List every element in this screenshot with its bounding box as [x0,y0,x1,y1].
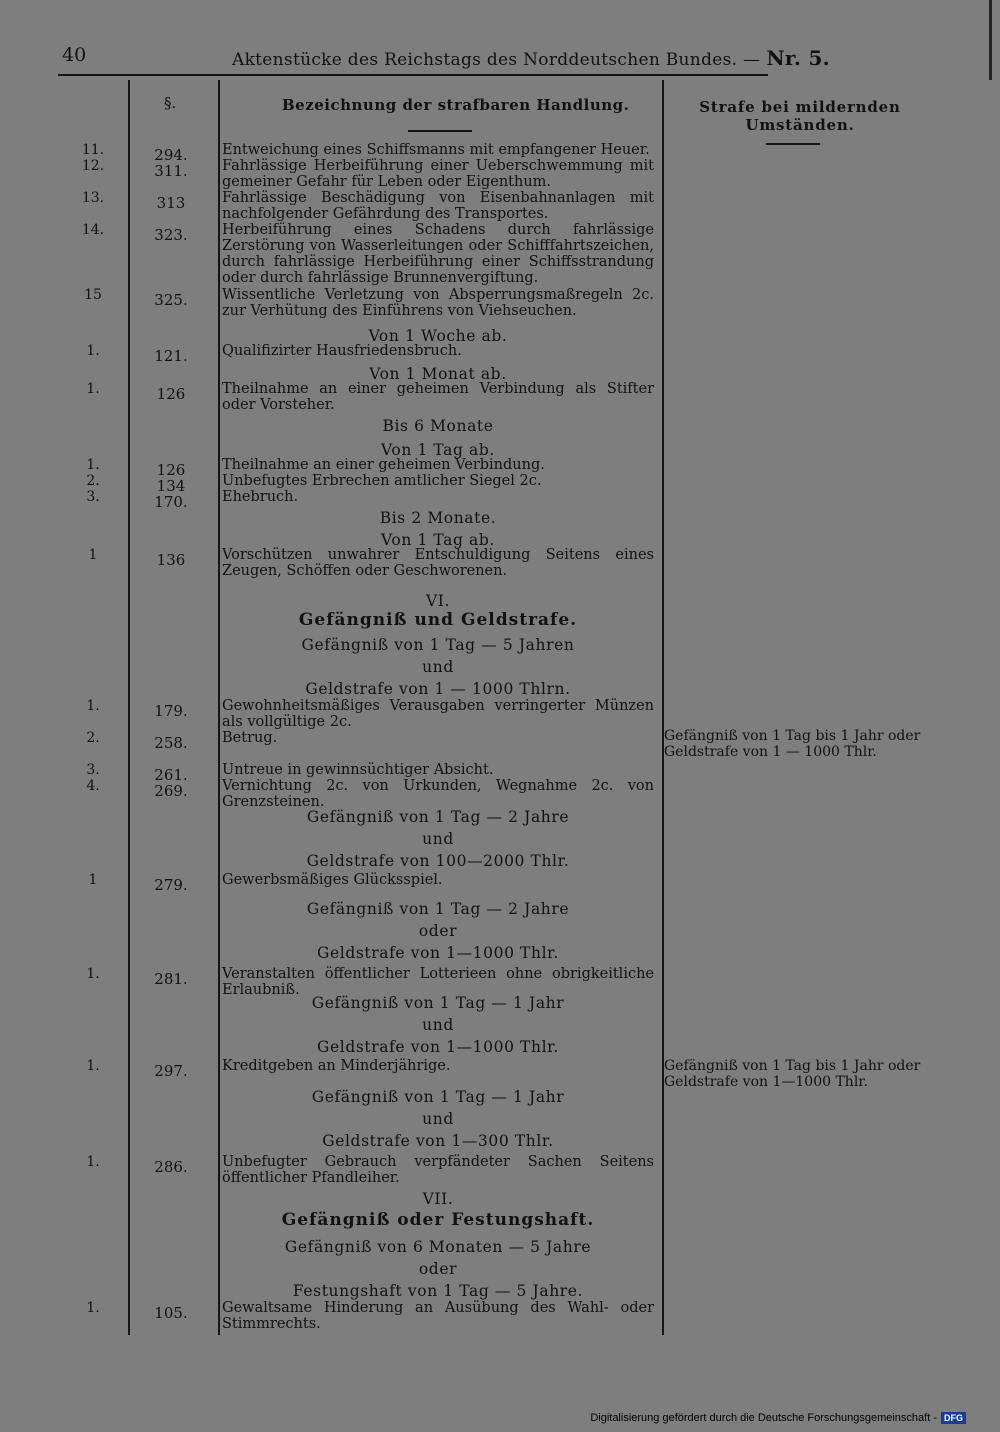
penalty-heading [0,830,1000,846]
dfg-logo: DFG [941,1412,966,1424]
row-number: 1. [86,698,100,714]
table-row [0,966,1000,998]
penalty-heading-text: Geldstrafe von 1—1000 Thlr. [317,1038,559,1056]
penalty-heading-text: Geldstrafe von 1 — 1000 Thlrn. [305,680,571,698]
penalty-heading-text: Von 1 Woche ab. [368,327,508,345]
penalty-heading-text: Gefängniß von 1 Tag — 2 Jahre [306,808,570,826]
row-mitigating-penalty: Gefängniß von 1 Tag bis 1 Jahr oder Geldstrafe von 1—1000 Thlr. [664,1058,921,1090]
table-row [0,473,1000,495]
row-description: Entweichung eines Schiffsmanns mit empfangener Heuer. [222,142,650,158]
running-title-text: Aktenstücke des Reichstags des Norddeutschen Bundes. — [232,50,761,70]
row-description: Ehebruch. [222,489,299,505]
row-paragraph: 261. [154,766,188,784]
row-description: Theilnahme an einer geheimen Verbindung als Stifter oder Vorsteher. [222,381,654,413]
section-title [0,1210,1000,1232]
row-paragraph: 134 [156,477,186,495]
penalty-heading [0,1260,1000,1276]
penalty-heading-text: und [422,1110,454,1128]
footer-text: Digitalisierung gefördert durch die Deutsche Forschungsgemeinschaft - [590,1412,937,1424]
table-row [0,1300,1000,1332]
row-number: 14. [81,222,105,238]
table-row [0,190,1000,222]
page-number: 40 [62,44,87,66]
penalty-heading [0,1238,1000,1258]
row-description: Untreue in gewinnsüchtiger Absicht. [222,762,494,778]
penalty-heading [0,636,1000,654]
penalty-heading [0,1088,1000,1108]
row-paragraph: 313 [156,194,186,212]
row-paragraph: 279. [154,876,188,894]
row-number: 1 [88,872,98,888]
row-paragraph: 126 [156,385,186,403]
column-header-mitigating: Strafe bei mildernden Umständen. [699,98,901,134]
penalty-heading [0,417,1000,433]
penalty-heading-text: Gefängniß von 1 Tag — 1 Jahr [311,1088,565,1106]
row-paragraph: 286. [154,1158,188,1176]
row-paragraph: 126 [156,461,186,479]
penalty-heading-text: Gefängniß von 1 Tag — 2 Jahre [306,900,570,918]
penalty-heading [0,808,1000,828]
penalty-heading [0,1038,1000,1058]
penalty-heading [0,441,1000,457]
row-description: Unbefugter Gebrauch verpfändeter Sachen Seitens öffentlicher Pfandleiher. [222,1154,654,1186]
section-title [0,610,1000,632]
row-description: Unbefugtes Erbrechen amtlicher Siegel 2c. [222,473,542,489]
row-number: 2. [86,473,100,489]
row-number: 1. [86,966,100,982]
row-paragraph: 297. [154,1062,188,1080]
penalty-heading [0,509,1000,525]
table-row [0,698,1000,730]
penalty-heading-text: Gefängniß von 1 Tag — 5 Jahren [301,636,575,654]
table-row [0,381,1000,413]
row-number: 1. [86,1300,100,1316]
penalty-heading [0,531,1000,547]
row-description: Veranstalten öffentlicher Lotterieen ohne obrigkeitliche Erlaubniß. [222,966,654,998]
penalty-heading [0,922,1000,938]
penalty-heading [0,994,1000,1014]
penalty-heading-text: und [422,1016,454,1034]
penalty-heading-text: Geldstrafe von 1—300 Thlr. [322,1132,554,1150]
penalty-heading [0,658,1000,674]
penalty-heading [0,900,1000,920]
penalty-heading-text: und [422,658,454,676]
row-description: Qualifizirter Hausfriedensbruch. [222,343,462,359]
row-number: 15 [84,287,102,303]
penalty-heading-text: Von 1 Tag ab. [381,441,495,459]
table-row [0,287,1000,319]
table-row [0,343,1000,365]
document-number: Nr. 5. [766,46,830,70]
penalty-heading-text: Festungshaft von 1 Tag — 5 Jahre. [292,1282,584,1300]
row-paragraph: 136 [156,551,186,569]
column-header-description: Bezeichnung der strafbaren Handlung. [282,96,630,114]
row-paragraph: 323. [154,226,188,244]
row-number: 1 [88,547,98,563]
row-description: Wissentliche Verletzung von Absperrungsmaßregeln 2c. zur Verhütung des Einführens von Viehseuchen. [222,287,654,319]
row-description: Gewohnheitsmäßiges Verausgaben verringerter Münzen als vollgültige 2c. [222,698,654,730]
penalty-heading [0,1190,1000,1206]
column-header-section: §. [164,94,177,112]
row-mitigating-penalty: Gefängniß von 1 Tag bis 1 Jahr oder Geldstrafe von 1 — 1000 Thlr. [664,728,921,760]
row-description: Fahrlässige Herbeiführung einer Ueberschwemmung mit gemeiner Gefahr für Leben oder Eigenthum. [222,158,654,190]
penalty-heading [0,1282,1000,1302]
row-number: 1. [86,343,100,359]
penalty-heading-text: oder [418,922,458,940]
penalty-heading-text: Gefängniß von 6 Monaten — 5 Jahre [284,1238,592,1256]
row-number: 3. [86,762,100,778]
row-description: Vernichtung 2c. von Urkunden, Wegnahme 2c. von Grenzsteinen. [222,778,654,810]
penalty-heading [0,680,1000,700]
row-number: 13. [81,190,105,206]
row-description: Kreditgeben an Minderjährige. [222,1058,451,1074]
row-description: Gewerbsmäßiges Glücksspiel. [222,872,443,888]
row-number: 3. [86,489,100,505]
penalty-heading-text: Geldstrafe von 100—2000 Thlr. [306,852,570,870]
row-number: 11. [81,142,105,158]
row-description: Vorschützen unwahrer Entschuldigung Seitens eines Zeugen, Schöffen oder Geschworenen. [222,547,654,579]
row-description: Betrug. [222,730,278,746]
penalty-heading-text: Von 1 Tag ab. [381,531,495,549]
row-number: 1. [86,381,100,397]
row-paragraph: 179. [154,702,188,720]
table-row [0,762,1000,784]
penalty-heading-text: Geldstrafe von 1—1000 Thlr. [317,944,559,962]
row-number: 12. [81,158,105,174]
table-row [0,142,1000,164]
row-description: Gewaltsame Hinderung an Ausübung des Wahl- oder Stimmrechts. [222,1300,654,1332]
penalty-heading-text: VI. [425,592,451,610]
penalty-heading [0,1016,1000,1032]
table-row [0,158,1000,190]
footer-credit [590,1412,966,1424]
row-paragraph: 105. [154,1304,188,1322]
row-number: 1. [86,1154,100,1170]
section-title-text: Gefängniß oder Festungshaft. [281,1210,595,1230]
description-header-rule [408,130,472,132]
table-row [0,489,1000,511]
penalty-heading [0,592,1000,608]
row-number: 2. [86,730,100,746]
table-row [0,872,1000,894]
penalty-heading-text: Von 1 Monat ab. [369,365,507,383]
row-number: 1. [86,457,100,473]
penalty-heading-text: und [422,830,454,848]
table-row [0,222,1000,286]
header-rule [58,74,768,76]
penalty-heading-text: Gefängniß von 1 Tag — 1 Jahr [311,994,565,1012]
table-row [0,457,1000,479]
row-paragraph: 121. [154,347,188,365]
table-row [0,1058,1000,1090]
row-paragraph: 170. [154,493,188,511]
penalty-heading [0,1132,1000,1152]
row-paragraph: 269. [154,782,188,800]
table-row [0,778,1000,810]
running-title [232,46,830,70]
page-header [0,44,1000,74]
row-paragraph: 258. [154,734,188,752]
penalty-heading-text: Bis 6 Monate [382,417,494,435]
table-row [0,1154,1000,1186]
section-title-text: Gefängniß und Geldstrafe. [298,610,578,630]
penalty-heading-text: oder [418,1260,458,1278]
row-description: Fahrlässige Beschädigung von Eisenbahnanlagen mit nachfolgender Gefährdung des Transportes. [222,190,654,222]
table-row [0,728,1000,760]
penalty-heading-text: Bis 2 Monate. [379,509,497,527]
penalty-heading [0,1110,1000,1126]
row-number: 4. [86,778,100,794]
penalty-heading-text: VII. [422,1190,454,1208]
row-paragraph: 325. [154,291,188,309]
row-paragraph: 294. [154,146,188,164]
row-number: 1. [86,1058,100,1074]
table-row [0,547,1000,579]
row-paragraph: 281. [154,970,188,988]
penalty-heading [0,852,1000,872]
penalty-heading [0,365,1000,381]
row-description: Theilnahme an einer geheimen Verbindung. [222,457,545,473]
penalty-heading [0,944,1000,964]
row-paragraph: 311. [154,162,188,180]
penalty-heading [0,327,1000,343]
row-description: Herbeiführung eines Schadens durch fahrlässige Zerstörung von Wasserleitungen oder Schifffahrtszeichen, durch fahrlässige Herbeiführung einer Schiffsstrandung oder durch fahrlässige Brunnenvergiftung. [222,222,654,286]
